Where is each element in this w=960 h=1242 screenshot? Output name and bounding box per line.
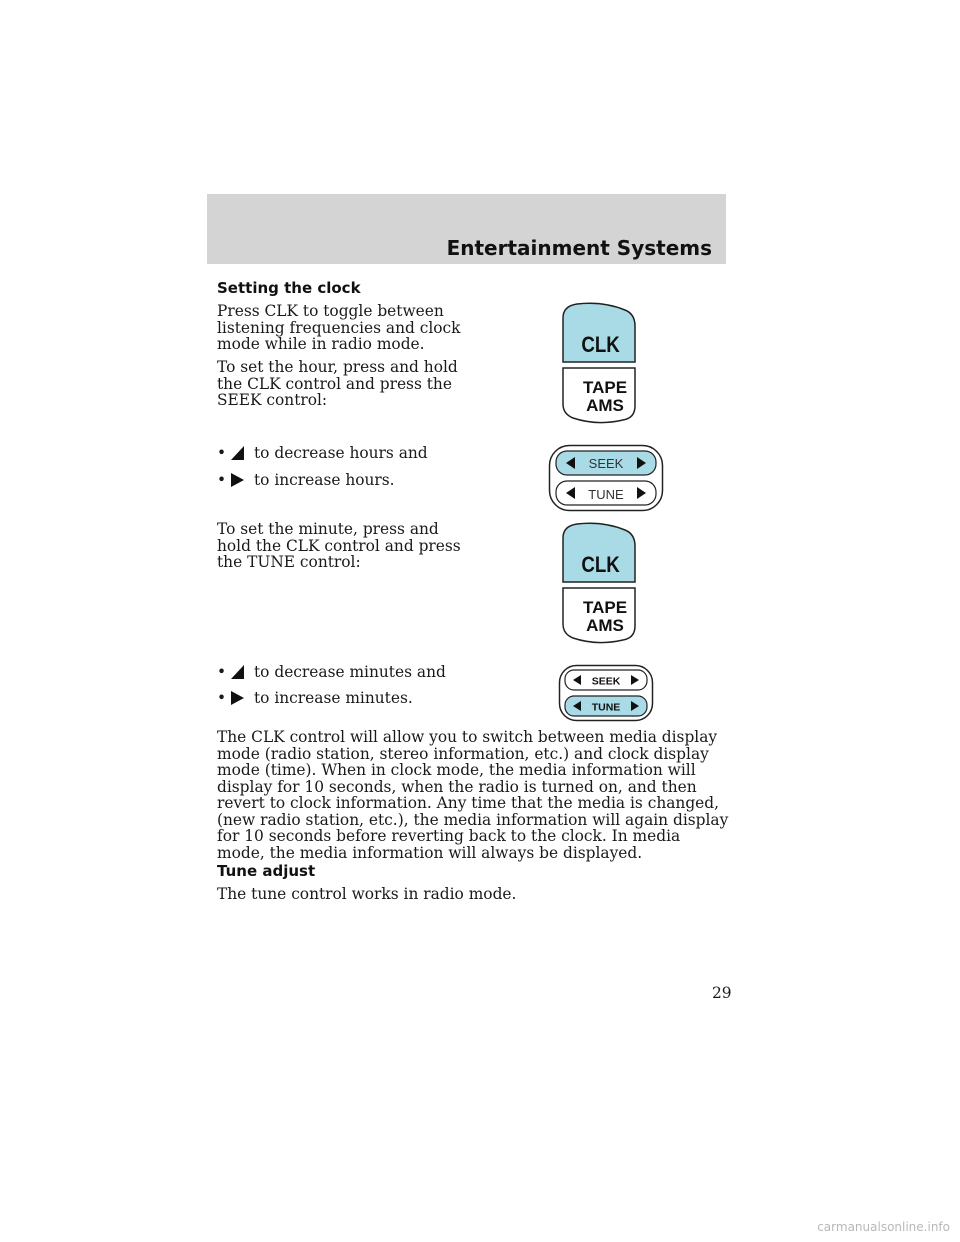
tune-label: TUNE — [588, 487, 624, 502]
bullet-increase-minutes — [217, 689, 413, 707]
clk-label: CLK — [581, 553, 620, 578]
bullet-dot: • — [217, 444, 227, 462]
bullet-dot: • — [217, 689, 227, 707]
clk-button-figure-2 — [553, 520, 643, 650]
seek-label: SEEK — [591, 675, 621, 688]
seek-tune-figure-1 — [548, 444, 664, 512]
clk-label: CLK — [581, 333, 620, 358]
seek-tune-figure-2 — [558, 664, 654, 722]
header-bar — [207, 194, 726, 264]
heading-tune-adjust: Tune adjust — [217, 862, 316, 880]
tune-label: TUNE — [591, 701, 621, 714]
tape-label: TAPE — [582, 378, 628, 397]
bullet-text: to increase hours. — [254, 471, 395, 489]
seek-label: SEEK — [588, 456, 624, 471]
heading-setting-the-clock: Setting the clock — [217, 279, 361, 297]
bullet-decrease-minutes — [217, 663, 446, 681]
bullet-dot: • — [217, 471, 227, 489]
paragraph-set-minute: To set the minute, press and hold the CLK control and press the TUNE control: — [217, 520, 461, 571]
left-arrow-icon — [229, 445, 245, 461]
bullet-increase-hours — [217, 471, 395, 489]
paragraph-clk-description: The CLK control will allow you to switch between media display mode (radio station, stereo information, etc.) and clock display mode (time). When in clock mode, the media information will display for 10 seconds, when the radio is turned on, and then revert to clock information. Any time that the media is changed, (new radio station, etc.), the media information will again display for 10 seconds before reverting back to the clock. In media mode, the media information will always be displayed. — [217, 728, 729, 862]
clk-button-figure-1 — [553, 300, 643, 430]
tape-label: TAPE — [582, 598, 628, 617]
left-arrow-icon — [229, 664, 245, 680]
right-arrow-icon — [229, 472, 245, 488]
right-arrow-icon — [229, 690, 245, 706]
bullet-text: to increase minutes. — [254, 689, 413, 707]
paragraph-set-hour: To set the hour, press and hold the CLK control and press the SEEK control: — [217, 358, 458, 409]
bullet-text: to decrease minutes and — [254, 663, 446, 681]
section-title: Entertainment Systems — [446, 236, 712, 260]
footer-watermark: carmanualsonline.info — [817, 1220, 950, 1234]
paragraph-press-clk: Press CLK to toggle between listening frequencies and clock mode while in radio mode. — [217, 302, 461, 353]
paragraph-tune-control: The tune control works in radio mode. — [217, 885, 517, 903]
bullet-text: to decrease hours and — [254, 444, 428, 462]
bullet-dot: • — [217, 663, 227, 681]
page-number: 29 — [712, 984, 732, 1002]
ams-label: AMS — [586, 616, 624, 635]
ams-label: AMS — [586, 396, 624, 415]
bullet-decrease-hours — [217, 444, 428, 462]
